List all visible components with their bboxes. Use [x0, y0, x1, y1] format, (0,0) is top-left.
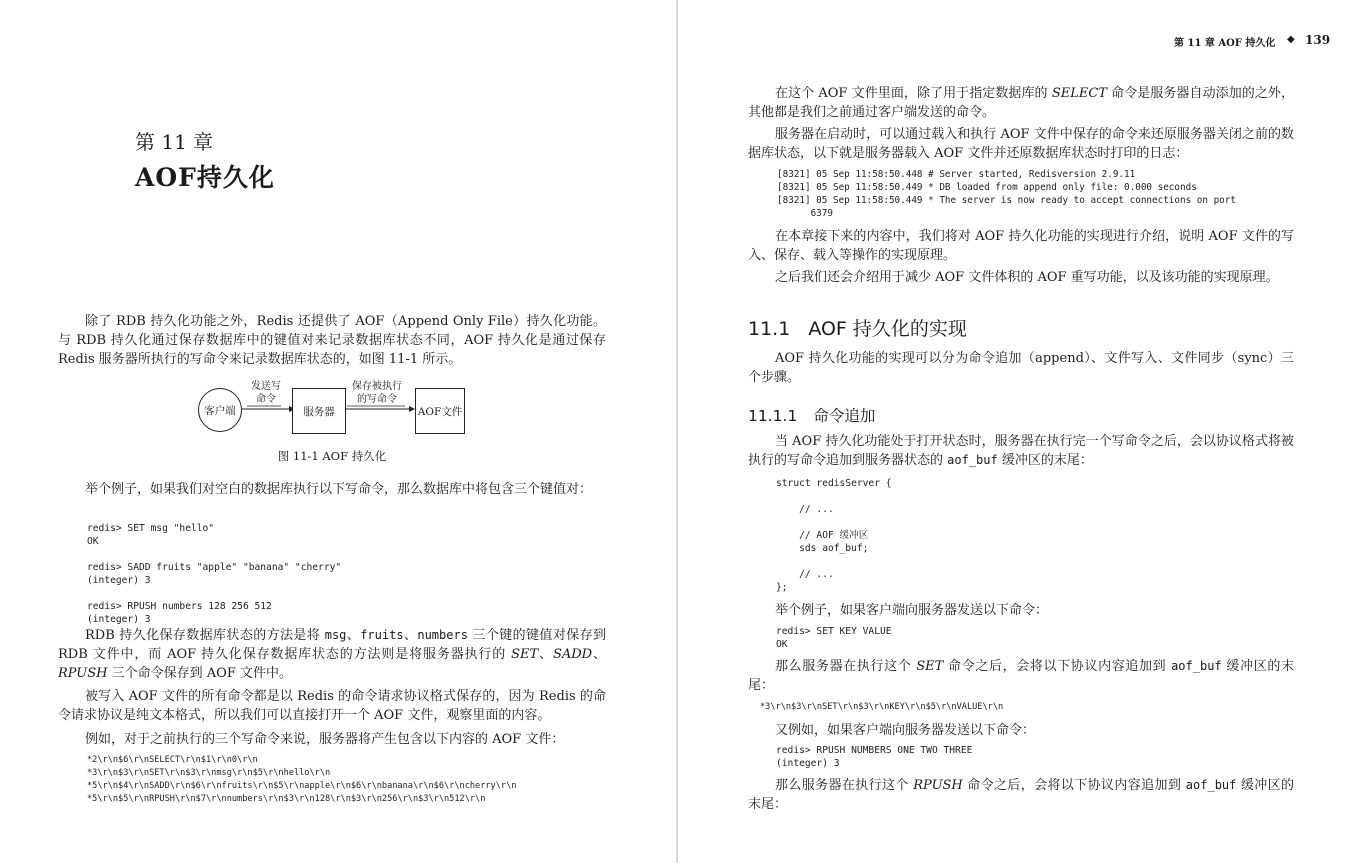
set-command-code: redis> SET KEY VALUE OK: [776, 626, 892, 650]
subsection-heading: 11.1.1 命令追加: [748, 407, 876, 425]
server-log-code: [8321] 05 Sep 11:58:50.448 # Server started, Redisversion 2.9.11 [8321] 05 Sep 11:58:50.449 * DB loaded from append only file: 0.000 seconds [8321] 05 Sep 11:58:50.449 * The server is now ready to accept connections on port 6379: [777, 169, 1236, 219]
client-node: 客户端: [198, 388, 242, 432]
set-append-paragraph: 那么服务器在执行这个 SET 命令之后，会将以下协议内容追加到 aof_buf 缓冲区的末尾：: [748, 659, 1294, 693]
rdb-vs-aof-paragraph: RDB 持久化保存数据库状态的方法是将 msg、fruits、numbers 三个键的键值对保存到 RDB 文件中，而 AOF 持久化保存数据库状态的方法则是将服务器执行的 SET、SADD、RPUSH 三个命令保存到 AOF 文件中。: [58, 628, 606, 681]
client-example-paragraph: 举个例子，如果客户端向服务器发送以下命令：: [775, 603, 1049, 618]
page-number: 139: [1305, 33, 1331, 47]
startup-paragraph: 服务器在启动时，可以通过载入和执行 AOF 文件中保存的命令来还原服务器关闭之前的数据库状态，以下就是服务器载入 AOF 文件并还原数据库状态时打印的日志：: [748, 127, 1294, 161]
header-bullet: ◆: [1287, 34, 1295, 45]
right-page: [678, 0, 1351, 863]
label-send-command: 发送写 命令: [251, 381, 281, 405]
rpush-command-code: redis> RPUSH NUMBERS ONE TWO THREE (integer) 3: [776, 745, 973, 769]
aof-file-content-code: *2\r\n$6\r\nSELECT\r\n$1\r\n0\r\n *3\r\n$3\r\nSET\r\n$3\r\nmsg\r\n$5\r\nhello\r\n *5\r\n$4\r\nSADD\r\n$6\r\nfruits\r\n$5\r\napple\r\n$6\r\nbanana\r\n$6\r\ncherry\r\n *5\r\n$5\r\nRPUSH\r\n$7\r\nnumbers\r\n$3\r\n128\r\n$3\r\n256\r\n$3\r\n512\r\n: [87, 755, 517, 804]
rewrite-intro-paragraph: 之后我们还会介绍用于减少 AOF 文件体积的 AOF 重写功能，以及该功能的实现原理。: [775, 270, 1279, 285]
intro-paragraph: 除了 RDB 持久化功能之外，Redis 还提供了 AOF（Append Only File）持久化功能。与 RDB 持久化通过保存数据库中的键值对来记录数据库状态不同，AOF 持久化是通过保存 Redis 服务器所执行的写命令来记录数据库状态的，如图 11-1 所示。: [58, 314, 606, 367]
chapter-title: AOF持久化: [135, 163, 275, 192]
chapter-overview-paragraph: 在本章接下来的内容中，我们将对 AOF 持久化功能的实现进行介绍，说明 AOF 文件的写入、保存、载入等操作的实现原理。: [748, 229, 1294, 263]
command-append-paragraph: 当 AOF 持久化功能处于打开状态时，服务器在执行完一个写命令之后，会以协议格式将被执行的写命令追加到服务器状态的 aof_buf 缓冲区的末尾：: [748, 434, 1294, 468]
struct-redisserver-code: struct redisServer { // ... // AOF 缓冲区 sds aof_buf; // ... };: [776, 478, 892, 593]
server-node: 服务器: [292, 388, 346, 434]
aof-content-intro: 例如，对于之前执行的三个写命令来说，服务器将产生包含以下内容的 AOF 文件：: [85, 732, 565, 747]
section-heading: 11.1 AOF 持久化的实现: [748, 318, 967, 340]
figure-aof-diagram: [195, 376, 485, 442]
rpush-example-paragraph: 又例如，如果客户端向服务器发送以下命令：: [775, 723, 1036, 738]
label-save-command: 保存被执行 的写命令: [352, 381, 402, 405]
redis-commands-code: redis> SET msg "hello" OK redis> SADD fruits "apple" "banana" "cherry" (integer) 3 redis> RPUSH numbers 128 256 512 (integer) 3: [87, 523, 342, 625]
set-protocol-code: *3\r\n$3\r\nSET\r\n$3\r\nKEY\r\n$5\r\nVALUE\r\n: [760, 702, 1004, 712]
steps-paragraph: AOF 持久化功能的实现可以分为命令追加（append）、文件写入、文件同步（sync）三个步骤。: [748, 351, 1294, 385]
running-header: 第 11 章 AOF 持久化: [1174, 38, 1276, 49]
aof-file-node: AOF文件: [415, 388, 465, 434]
select-paragraph: 在这个 AOF 文件里面，除了用于指定数据库的 SELECT 命令是服务器自动添加的之外，其他都是我们之前通过客户端发送的命令。: [748, 86, 1295, 120]
example-paragraph: 举个例子，如果我们对空白的数据库执行以下写命令，那么数据库中将包含三个键值对：: [85, 482, 593, 497]
rpush-append-paragraph: 那么服务器在执行这个 RPUSH 命令之后，会将以下协议内容追加到 aof_buf 缓冲区的末尾：: [748, 778, 1295, 812]
figure-caption: 图 11-1 AOF 持久化: [277, 449, 387, 463]
chapter-number: 第 11 章: [135, 130, 214, 154]
protocol-paragraph: 被写入 AOF 文件的所有命令都是以 Redis 的命令请求协议格式保存的，因为 Redis 的命令请求协议是纯文本格式，所以我们可以直接打开一个 AOF 文件，观察里面的内容。: [58, 689, 606, 723]
